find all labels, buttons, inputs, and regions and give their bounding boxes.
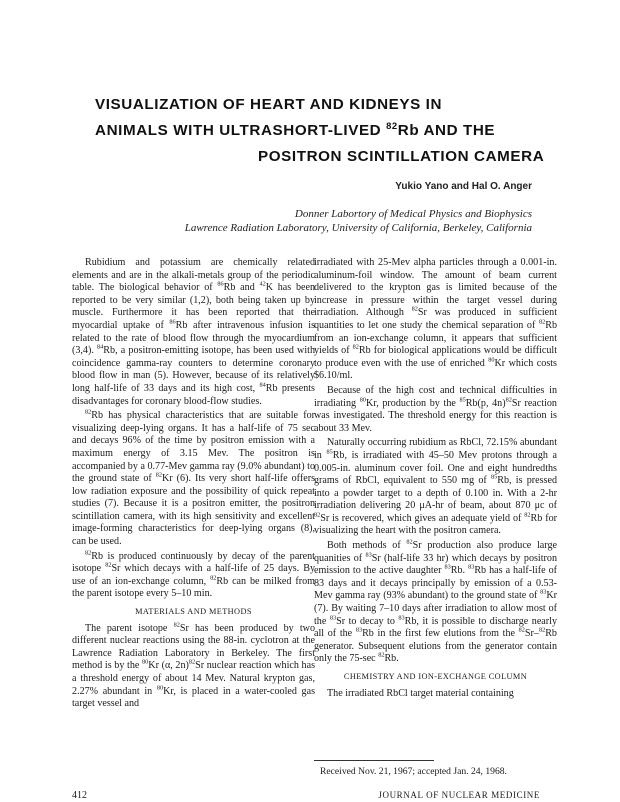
left-paragraph-3: $^{82}$Rb is produced continuously by decay of the parent isotope $^{82}$Sr which decays with a half-life of 25 days. By use of an ion-exchange column, $^{82}$Rb can be milked from the parent isotope every 5–10 min. <box>72 549 315 600</box>
received-footnote: Received Nov. 21, 1967; accepted Jan. 24, 1968. <box>320 766 507 777</box>
affiliation-line-1: Donner Labortory of Medical Physics and Biophysics <box>294 208 532 220</box>
left-paragraph-4: The parent isotope $^{82}$Sr has been produced by two different nuclear reactions using the 88-in. cyclotron at the Lawrence Radiation Laboratory in Berkeley. The first method is by the $^{80}$Kr (α, 2n)$^{82}$Sr nuclear reaction which has a threshold energy of about 14 Mev. Natural krypton gas, 2.27% abundant in $^{80}$Kr, is placed in a water-cooled gas target vessel and <box>72 621 315 710</box>
left-paragraph-2: $^{82}$Rb has physical characteristics that are suitable for visualizing deep-lying organs. It has a half-life of 75 sec and decays 96% of the time by positron emission with a maximum energy of 3.15 Mev. The positron is accompanied by a 0.77-Mev gamma ray (9.0% abundant) to the ground state of $^{82}$Kr (6). Its very short half-life offers low radiation exposure and the possibility of quick repeat studies (7). Because it is a positron emitter, the positron scintillation camera, with its high sensitivity and excellent image-forming characteristics for deep-lying organs (8), can be used. <box>72 408 315 548</box>
left-paragraph-1: Rubidium and potassium are chemically related elements and are in the alkali-metals group of the periodic table. The biological behavior of $^{86}$Rb and $^{42}$K has been reported to be very similar (1,2), both being taken up by muscle. Furthermore it has been reported that the myocardial uptake of $^{86}$Rb after intravenous infusion is related to the rate of blood flow through the myocardium (3,4). $^{84}$Rb, a positron-emitting isotope, has been used with coincidence gamma-ray counters to determine coronary blood flow in man (5). However, because of its relatively long half-life of 33 days and its high cost, $^{84}$Rb presents disadvantages for coronary blood-flow studies. <box>72 257 315 407</box>
title-line-3: POSITRON SCINTILLATION CAMERA <box>258 148 545 165</box>
journal-name: JOURNAL OF NUCLEAR MEDICINE <box>378 790 540 800</box>
right-paragraph-1: irradiated with 25-Mev alpha particles through a 0.001-in. aluminum-foil window. The amount of beam current delivered to the krypton gas is limited because of the increase in pressure within the target vessel during irradiation. Although $^{82}$Sr was produced in sufficient quantities to let one study the chemical separation of $^{82}$Rb from an ion-exchange column, it appears that sufficient yields of $^{82}$Rb for biological applications would be difficult to produce even with the use of enriched $^{80}$Kr which costs $6.10/ml. <box>314 257 557 382</box>
title-line-2-pre: ANIMALS WITH ULTRASHORT-LIVED <box>95 122 387 139</box>
footnote-rule <box>314 760 434 761</box>
right-paragraph-5: The irradiated RbCl target material containing <box>327 687 514 699</box>
title-line-1: VISUALIZATION OF HEART AND KIDNEYS IN <box>95 96 443 113</box>
left-column <box>72 257 315 711</box>
section-heading-chemistry: CHEMISTRY AND ION-EXCHANGE COLUMN <box>343 672 528 681</box>
right-paragraph-3: Naturally occurring rubidium as RbCl, 72.15% abundant in $^{85}$Rb, is irradiated with 45–50 Mev protons through a 0.005-in. aluminum cover foil. One and eight hundredths grams of RbCl, equivalent to 550 mg of $^{85}$Rb, is pressed into a powder target to a depth of 0.100 in. With a 2-hr irradiation delivering 20 μA-hr of beam, about 870 μc of $^{82}$Sr is recovered, which gives an adequate yield of $^{82}$Rb for visualizing the heart with the positron camera. <box>314 437 557 537</box>
right-column <box>314 257 557 700</box>
title-line-2 <box>95 119 620 139</box>
right-paragraph-4: Both methods of $^{82}$Sr production also produce large quanities of $^{83}$Sr (half-life 33 hr) which decays by positron emission to the active daughter $^{83}$Rb. $^{83}$Rb has a half-life of 83 days and it decays principally by emission of a 0.53-Mev gamma ray (93% abundant) to the ground state of $^{83}$Kr (7). By waiting 7–10 days after irradiation to allow most of the $^{83}$Sr to decay to $^{83}$Rb, it is possible to discharge nearly all of the $^{83}$Rb in the first few elutions from the $^{82}$Sr–$^{82}$Rb generator. Subsequent elutions from the generator contain only the 75-sec $^{82}$Rb. <box>314 538 557 665</box>
section-heading-materials-methods: MATERIALS AND METHODS <box>135 607 252 617</box>
authors: Yukio Yano and Hal O. Anger <box>395 181 532 192</box>
title-line-2-post: Rb AND THE <box>397 122 496 139</box>
title-superscript: 82 <box>386 119 398 131</box>
affiliation-line-2: Lawrence Radiation Laboratory, University of California, Berkeley, California <box>184 222 532 234</box>
page-number: 412 <box>72 790 87 801</box>
right-paragraph-2: Because of the high cost and technical difficulties in irradiating $^{80}$Kr, production by the $^{85}$Rb(p, 4n)$^{82}$Sr reaction was investigated. The threshold energy for this reaction is about 33 Mev. <box>314 384 557 434</box>
